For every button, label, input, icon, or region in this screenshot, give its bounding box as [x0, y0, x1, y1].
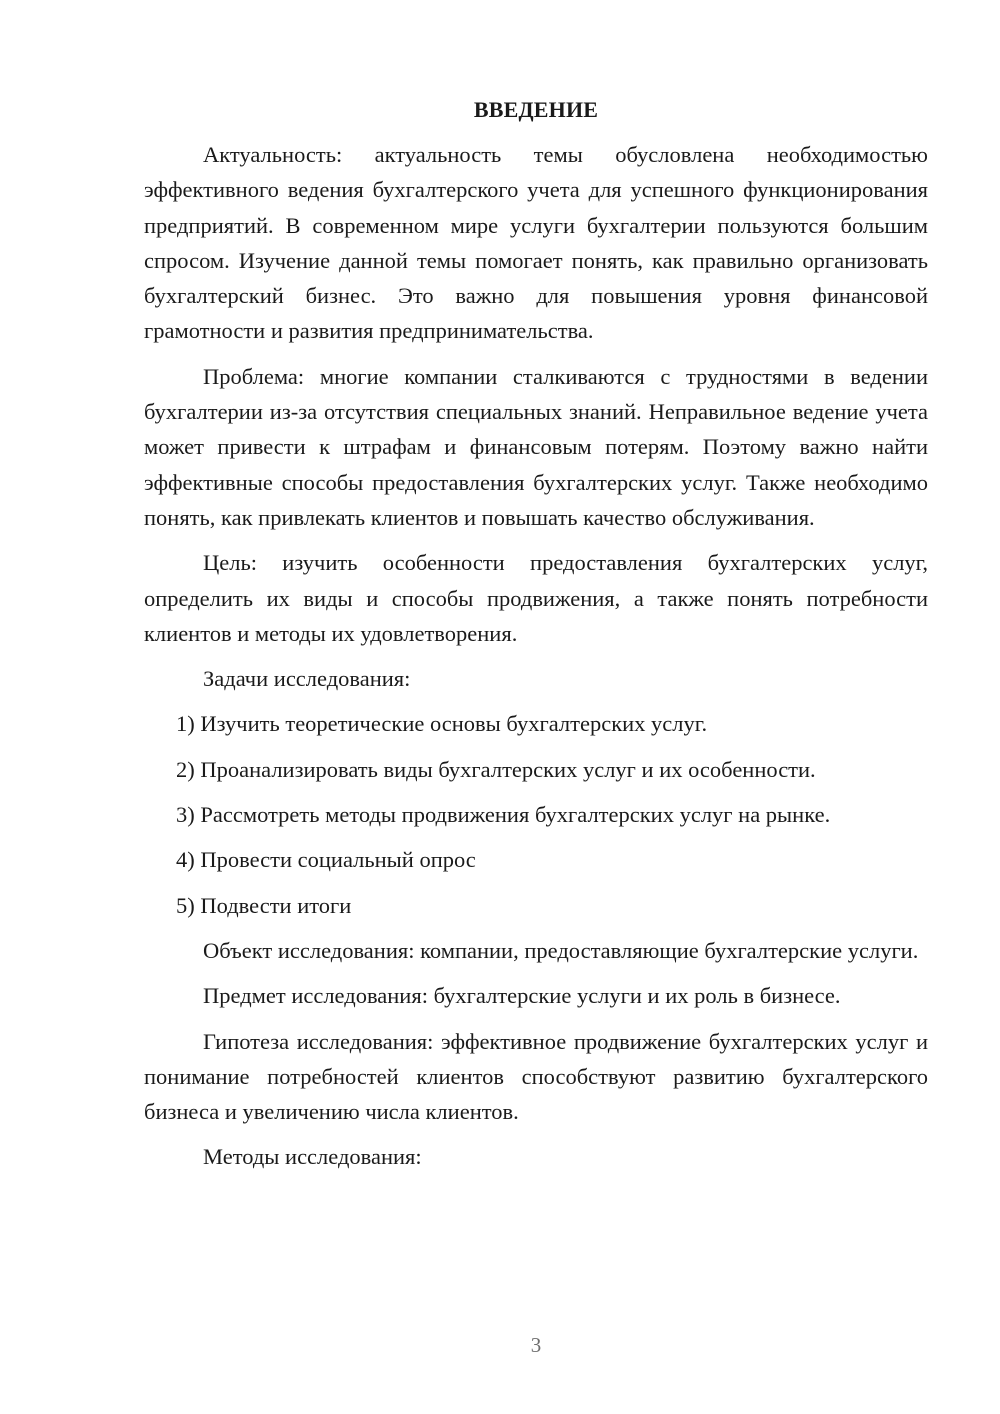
paragraph-subject: Предмет исследования: бухгалтерские услуги и их роль в бизнесе.	[203, 983, 841, 1009]
paragraph-object: Объект исследования: компании, предоставляющие бухгалтерские услуги.	[203, 937, 919, 963]
list-item: 1) Изучить теоретические основы бухгалтерских услуг.	[176, 711, 708, 737]
section-heading: ВВЕДЕНИЕ	[473, 97, 599, 122]
tasks-list	[144, 706, 928, 922]
tasks-title: Задачи исследования:	[203, 666, 411, 692]
list-item: 5) Подвести итоги	[176, 892, 352, 918]
list-item: 3) Рассмотреть методы продвижения бухгалтерских услуг на рынке.	[176, 802, 831, 828]
paragraph-goal: Цель: изучить особенности предоставления бухгалтерских услуг, определить их виды и способы продвижения, а также понять потребности клиентов и методы их удовлетворения.	[144, 550, 928, 646]
paragraph-hypothesis: Гипотеза исследования: эффективное продвижение бухгалтерских услуг и понимание потребностей клиентов способствуют развитию бухгалтерского бизнеса и увеличению числа клиентов.	[144, 1028, 928, 1125]
paragraph-relevance: Актуальность: актуальность темы обусловлена необходимостью эффективного ведения бухгалтерского учета для успешного функционирования предприятий. В современном мире услуги бухгалтерии пользуются большим спросом. Изучение данной темы помогает понять, как правильно организовать бухгалтерский бизнес. Это важно для повышения уровня финансовой грамотности и развития предпринимательства.	[144, 142, 928, 344]
page-content	[144, 95, 928, 1185]
page-number: 3	[530, 1333, 542, 1357]
list-item: 4) Провести социальный опрос	[176, 847, 476, 873]
list-item: 2) Проанализировать виды бухгалтерских услуг и их особенности.	[176, 756, 816, 782]
paragraph-problem: Проблема: многие компании сталкиваются с трудностями в ведении бухгалтерии из-за отсутствия специальных знаний. Неправильное ведение учета может привести к штрафам и финансовым потерям. Поэтому важно найти эффективные способы предоставления бухгалтерских услуг. Также необходимо понять, как привлекать клиентов и повышать качество обслуживания.	[144, 363, 928, 530]
methods-title: Методы исследования:	[203, 1144, 422, 1170]
